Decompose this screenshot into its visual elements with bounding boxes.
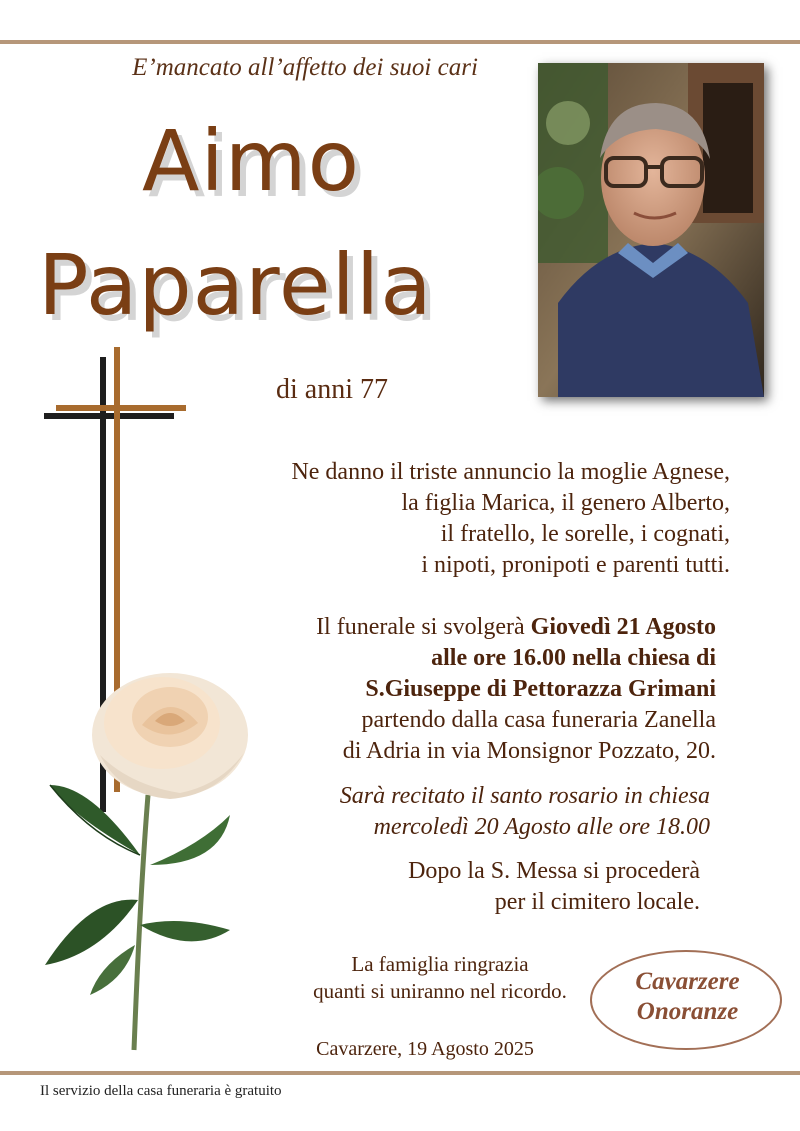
funeral-lead: Il funerale si svolgerà [316,614,531,640]
first-name: Aimo [142,112,361,210]
thanks-line: quanti si uniranno nel ricordo. [313,979,567,1003]
funeral-line: di Adria in via Monsignor Pozzato, 20. [342,738,716,764]
place-date: Cavarzere, 19 Agosto 2025 [316,1038,534,1060]
funeral-line: partendo dalla casa funeraria Zanella [361,707,716,733]
announcement-line: i nipoti, pronipoti e parenti tutti. [421,552,730,578]
top-divider [0,40,800,44]
funeral-time-text: alle ore 16.00 nella chiesa di [431,645,716,671]
after-mass-line: Dopo la S. Messa si procederà [408,858,700,884]
thanks [290,951,590,1005]
portrait-photo [538,63,764,397]
funeral-line [196,612,716,643]
rosary-line: Sarà recitato il santo rosario in chiesa [339,783,710,809]
bottom-divider [0,1071,800,1075]
footer-note: Il servizio della casa funeraria è gratuito [40,1083,282,1099]
funeral-church [196,674,716,705]
funeral-details [196,612,716,767]
rosary-details [190,781,710,843]
funeral-time [196,643,716,674]
announcement-line: Ne danno il triste annuncio la moglie Agnese, [291,459,730,485]
thanks-line: La famiglia ringrazia [351,952,529,976]
age: di anni 77 [276,374,388,405]
last-name: Paparella [38,236,433,334]
rosary-line: mercoledì 20 Agosto alle ore 18.00 [373,814,710,840]
after-mass [180,856,700,918]
after-mass-line: per il cimitero locale. [494,889,700,915]
announcement-line: la figlia Marica, il genero Alberto, [401,490,730,516]
announcement-line: il fratello, le sorelle, i cognati, [440,521,730,547]
funeral-home-logo [590,938,785,1046]
funeral-date: Giovedì 21 Agosto [530,614,716,640]
intro-line: E’mancato all’affetto dei suoi cari [132,54,478,81]
logo-line-1: Cavarzere [635,968,740,995]
announcement [210,457,730,581]
funeral-church-text: S.Giuseppe di Pettorazza Grimani [365,676,716,702]
logo-line-2: Onoranze [636,998,739,1025]
